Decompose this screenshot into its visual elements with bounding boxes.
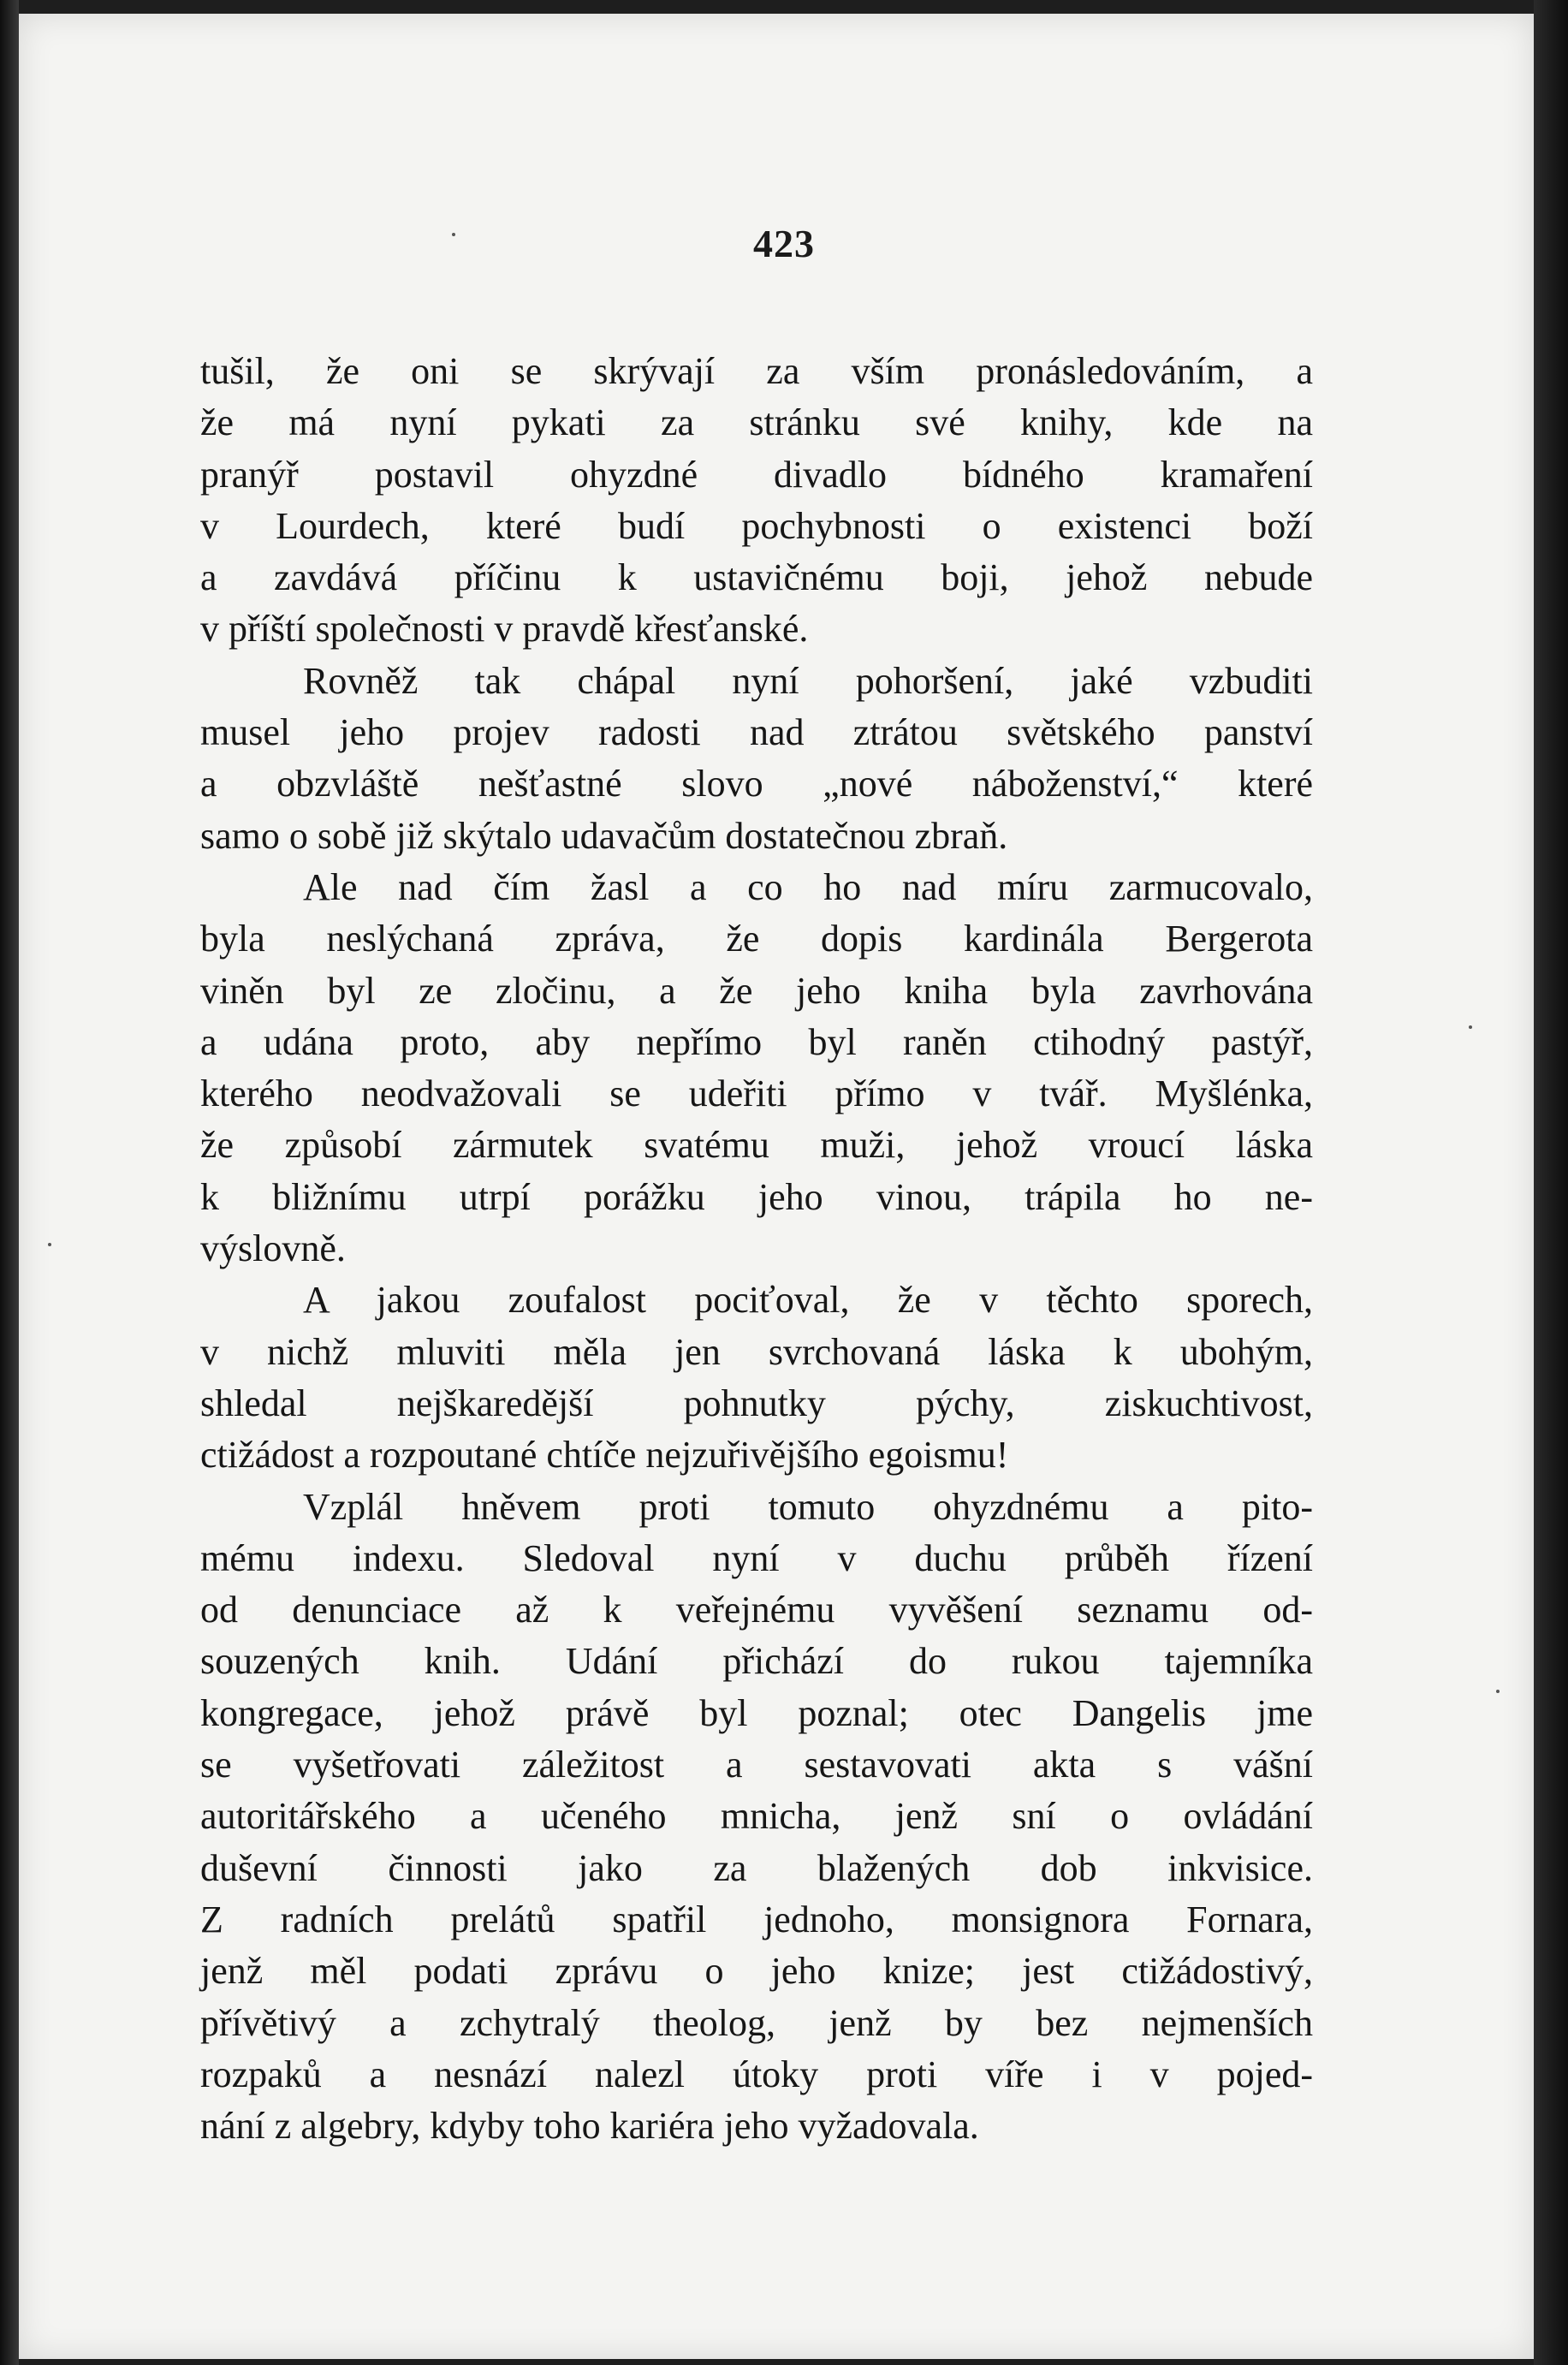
- text-line: duševní činnosti jako za blažených dob inkvisice.: [200, 1846, 1313, 1889]
- text-line: v příští společnosti v pravdě křesťanské.: [200, 608, 809, 651]
- paper-speck: [1469, 1025, 1472, 1029]
- text-line: ctižádost a rozpoutané chtíče nejzuřivějšího egoismu!: [200, 1434, 1009, 1477]
- text-line: jenž měl podati zprávu o jeho knize; jest ctižádostivý,: [200, 1950, 1313, 1993]
- paper-speck: [1496, 1690, 1500, 1693]
- text-line: musel jeho projev radosti nad ztrátou světského panství: [200, 711, 1313, 754]
- text-line: Rovněž tak chápal nyní pohoršení, jaké vzbuditi: [303, 659, 1313, 702]
- text-line: Z radních prelátů spatřil jednoho, monsignora Fornara,: [200, 1898, 1313, 1940]
- text-line: že způsobí zármutek svatému muži, jehož vroucí láska: [200, 1124, 1313, 1167]
- text-line: a obzvláště nešťastné slovo „nové náboženství,“ které: [200, 763, 1313, 805]
- text-line: pranýř postavil ohyzdné divadlo bídného kramaření: [200, 453, 1313, 496]
- text-line: samo o sobě již skýtalo udavačům dostatečnou zbraň.: [200, 814, 1008, 857]
- text-line: A jakou zoufalost pociťoval, že v těchto sporech,: [303, 1279, 1313, 1322]
- text-line: a zavdává příčinu k ustavičnému boji, jehož nebude: [200, 556, 1313, 599]
- text-line: Ale nad čím žasl a co ho nad míru zarmucovalo,: [303, 865, 1313, 908]
- text-line: výslovně.: [200, 1227, 346, 1270]
- text-line: k bližnímu utrpí porážku jeho vinou, trápila ho ne-: [200, 1175, 1313, 1218]
- text-line: nání z algebry, kdyby toho kariéra jeho vyžadovala.: [200, 2105, 979, 2148]
- text-line: v nichž mluviti měla jen svrchovaná láska k ubohým,: [200, 1330, 1313, 1373]
- text-line: rozpaků a nesnází nalezl útoky proti víře i v pojed-: [200, 2053, 1313, 2095]
- text-line: se vyšetřovati záležitost a sestavovati akta s vášní: [200, 1744, 1313, 1786]
- text-line: Vzplál hněvem proti tomuto ohyzdnému a pito-: [303, 1485, 1313, 1528]
- text-line: kongregace, jehož právě byl poznal; otec Dangelis jme: [200, 1691, 1313, 1734]
- scan-left-edge: [0, 0, 19, 2365]
- text-line: přívětivý a zchytralý theolog, jenž by bez nejmenších: [200, 2001, 1313, 2044]
- paper-speck: [48, 1243, 51, 1246]
- text-line: viněn byl ze zločinu, a že jeho kniha byla zavrhována: [200, 969, 1313, 1012]
- text-line: mému indexu. Sledoval nyní v duchu průběh řízení: [200, 1536, 1313, 1579]
- text-line: a udána proto, aby nepřímo byl raněn ctihodný pastýř,: [200, 1020, 1313, 1063]
- page-number: 423: [753, 222, 815, 265]
- text-line: shledal nejškaredější pohnutky pýchy, ziskuchtivost,: [200, 1382, 1313, 1424]
- text-line: autoritářského a učeného mnicha, jenž sní o ovládání: [200, 1795, 1313, 1838]
- body-text: [200, 346, 1313, 2152]
- text-line: v Lourdech, které budí pochybnosti o existenci boží: [200, 504, 1313, 547]
- text-line: souzených knih. Udání přichází do rukou tajemníka: [200, 1640, 1313, 1683]
- text-line: byla neslýchaná zpráva, že dopis kardinála Bergerota: [200, 918, 1313, 960]
- text-line: od denunciace až k veřejnému vyvěšení seznamu od-: [200, 1589, 1313, 1631]
- scan-right-edge: [1534, 0, 1568, 2365]
- text-line: že má nyní pykati za stránku své knihy, kde na: [200, 401, 1313, 444]
- text-line: tušil, že oni se skrývají za vším pronásledováním, a: [200, 350, 1313, 392]
- text-line: kterého neodvažovali se udeřiti přímo v tvář. Myšlénka,: [200, 1073, 1313, 1115]
